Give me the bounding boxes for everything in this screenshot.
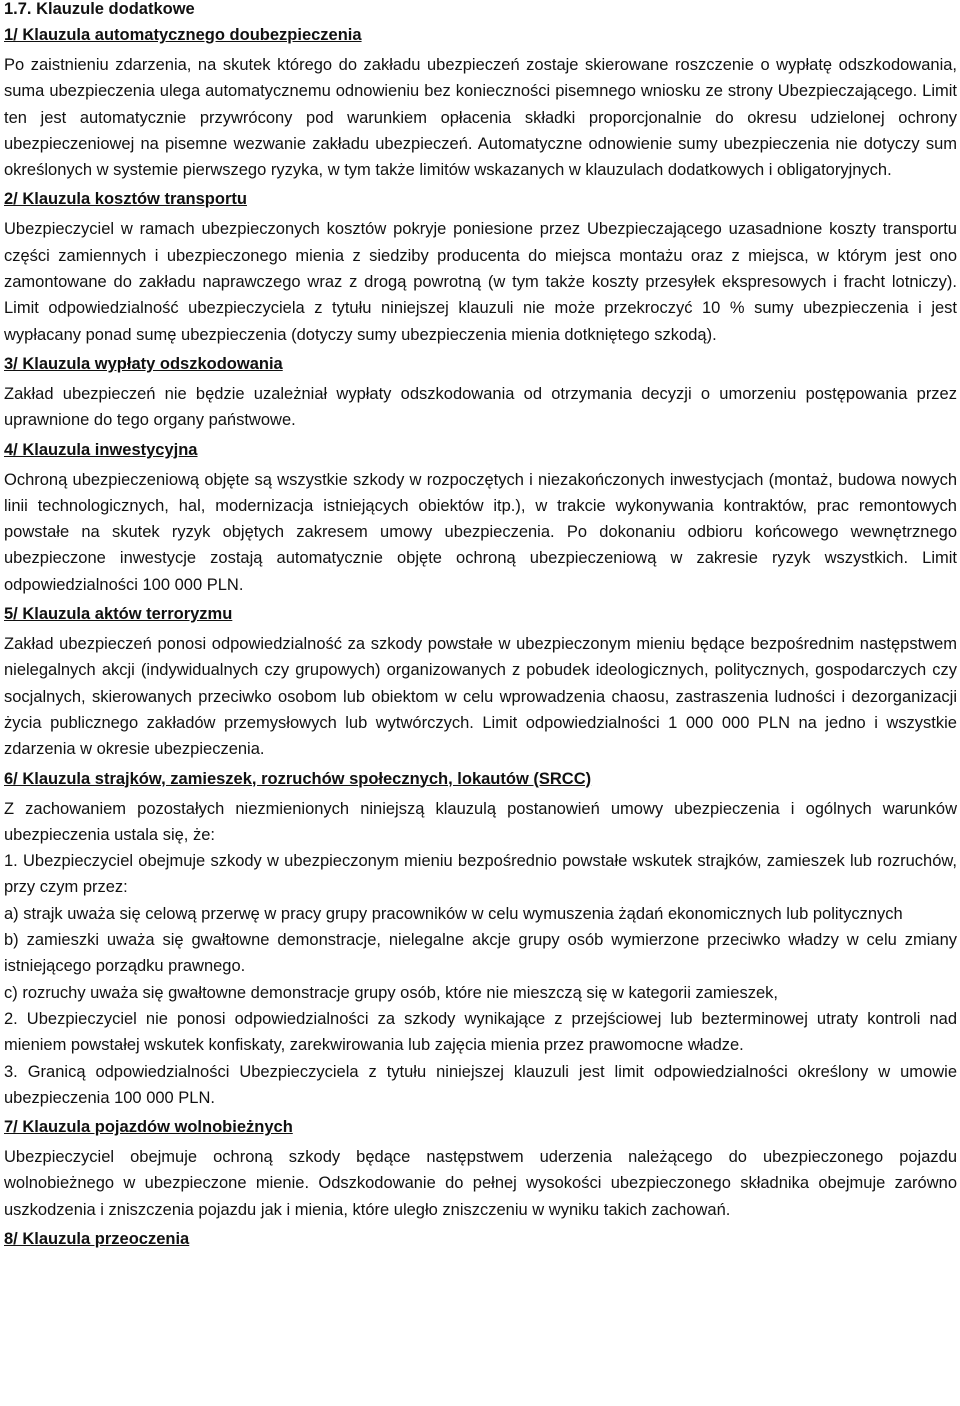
clause-heading-8: 8/ Klauzula przeoczenia (4, 1229, 190, 1248)
clause-heading-5: 5/ Klauzula aktów terroryzmu (4, 605, 233, 624)
section-title: 1.7. Klauzule dodatkowe (4, 0, 195, 18)
clause-heading-4: 4/ Klauzula inwestycyjna (4, 440, 198, 459)
list-item: 3. Granicą odpowiedzialności Ubezpieczyciela z tytułu niniejszej klauzuli jest limit odpowiedzialności określony w umowie ubezpieczenia 100 000 PLN. (4, 1062, 957, 1107)
clause-heading-6: 6/ Klauzula strajków, zamieszek, rozruchów społecznych, lokautów (SRCC) (4, 769, 592, 788)
clause-heading-2: 2/ Klauzula kosztów transportu (4, 190, 247, 209)
clause-heading-7: 7/ Klauzula pojazdów wolnobieżnych (4, 1118, 293, 1137)
clause-heading-3: 3/ Klauzula wypłaty odszkodowania (4, 354, 283, 373)
clause-paragraph: Zakład ubezpieczeń nie będzie uzależniał wypłaty odszkodowania od otrzymania decyzji o umorzeniu postępowania przez uprawnione do tego organy państwowe. (4, 384, 957, 430)
clause-heading-1: 1/ Klauzula automatycznego doubezpieczenia (4, 26, 362, 44)
clause-paragraph: Z zachowaniem pozostałych niezmienionych niniejszą klauzulą postanowień umowy ubezpieczenia i ogólnych warunków ubezpieczenia ustala się, że: (4, 799, 957, 844)
clause-paragraph: Ochroną ubezpieczeniową objęte są wszystkie szkody w rozpoczętych i niezakończonych inwestycjach (montaż, budowa nowych linii technologicznych, hal, modernizacja istniejących obiektów itp.), w trakcie wykonywania kontraktów, prac remontowych powstałe na skutek ryzyk objętych zakresem umowy ubezpieczenia. Po dokonaniu odbioru końcowego wewnętrznego ubezpieczone inwestycje zostają automatycznie objęte ochroną ubezpieczeniową w zakresie ryzyk wszystkich. Limit odpowiedzialności 100 000 PLN. (4, 470, 957, 594)
list-item: 2. Ubezpieczyciel nie ponosi odpowiedzialności za szkody wynikające z przejściowej lub bezterminowej utraty kontroli nad mieniem powstałej wskutek konfiskaty, zarekwirowania lub zajęcia mienia przez prawomocne władze. (4, 1009, 957, 1055)
clause-paragraph: Ubezpieczyciel w ramach ubezpieczonych kosztów pokryje poniesione przez Ubezpieczającego uzasadnione koszty transportu części zamiennych i ubezpieczonego mienia z siedziby producenta do miejsca montażu oraz z miejsca, w którym jest ono zamontowane do zakładu naprawczego wraz z drogą powrotną (w tym także koszty przesyłek ekspresowych i fracht lotniczy). Limit odpowiedzialność ubezpieczyciela z tytułu niniejszej klauzuli nie może przekroczyć 10 % sumy ubezpieczenia i jest wypłacany ponad sumę ubezpieczenia (dotyczy sumy ubezpieczenia mienia dotkniętego szkodą). (4, 220, 957, 344)
list-item: b) zamieszki uważa się gwałtowne demonstracje, nielegalne akcje grupy osób wymierzone przeciwko władzy w celu zmiany istniejącego porządku prawnego. (4, 931, 957, 976)
list-item: c) rozruchy uważa się gwałtowne demonstracje grupy osób, które nie mieszczą się w kategorii zamieszek, (4, 983, 778, 1002)
clause-paragraph: Po zaistnieniu zdarzenia, na skutek którego do zakładu ubezpieczeń zostaje skierowane roszczenie o wypłatę odszkodowania, suma ubezpieczenia ulega automatycznemu odnowieniu bez konieczności pisemnego wniosku ze strony Ubezpieczającego. Limit ten jest automatycznie przywrócony pod warunkiem opłacenia składki proporcjonalnie do okresu udzielonej ochrony ubezpieczeniowej na pisemne wezwanie zakładu ubezpieczeń. Automatyczne odnowienie sumy ubezpieczenia nie dotyczy sum określonych w systemie pierwszego ryzyka, w tym także limitów wskazanych w klauzulach dodatkowych i obligatoryjnych. (4, 56, 957, 180)
list-item: 1. Ubezpieczyciel obejmuje szkody w ubezpieczonym mieniu bezpośrednio powstałe wskutek strajków, zamieszek lub rozruchów, przy czym przez: (4, 852, 957, 897)
clause-paragraph: Ubezpieczyciel obejmuje ochroną szkody będące następstwem uderzenia należącego do ubezpieczonego pojazdu wolnobieżnego w ubezpieczone mienie. Odszkodowanie do pełnej wysokości ubezpieczonego składnika obejmuje zarówno uszkodzenia i zniszczenia pojazdu jak i mienia, które uległo zniszczeniu w wyniku takich zachowań. (4, 1148, 957, 1219)
clause-paragraph: Zakład ubezpieczeń ponosi odpowiedzialność za szkody powstałe w ubezpieczonym mieniu będące bezpośrednim następstwem nielegalnych akcji (indywidualnych czy grupowych) organizowanych z pobudek ideologicznych, politycznych, gospodarczych czy socjalnych, skierowanych przeciwko osobom lub obiektom w celu wprowadzenia chaosu, zastraszenia ludności i dezorganizacji życia publicznego zakładów przemysłowych lub wytwórczych. Limit odpowiedzialności 1 000 000 PLN na jedno i wszystkie zdarzenia w okresie ubezpieczenia. (4, 635, 957, 759)
list-item: a) strajk uważa się celową przerwę w pracy grupy pracowników w celu wymuszenia żądań ekonomicznych lub politycznych (4, 904, 903, 923)
